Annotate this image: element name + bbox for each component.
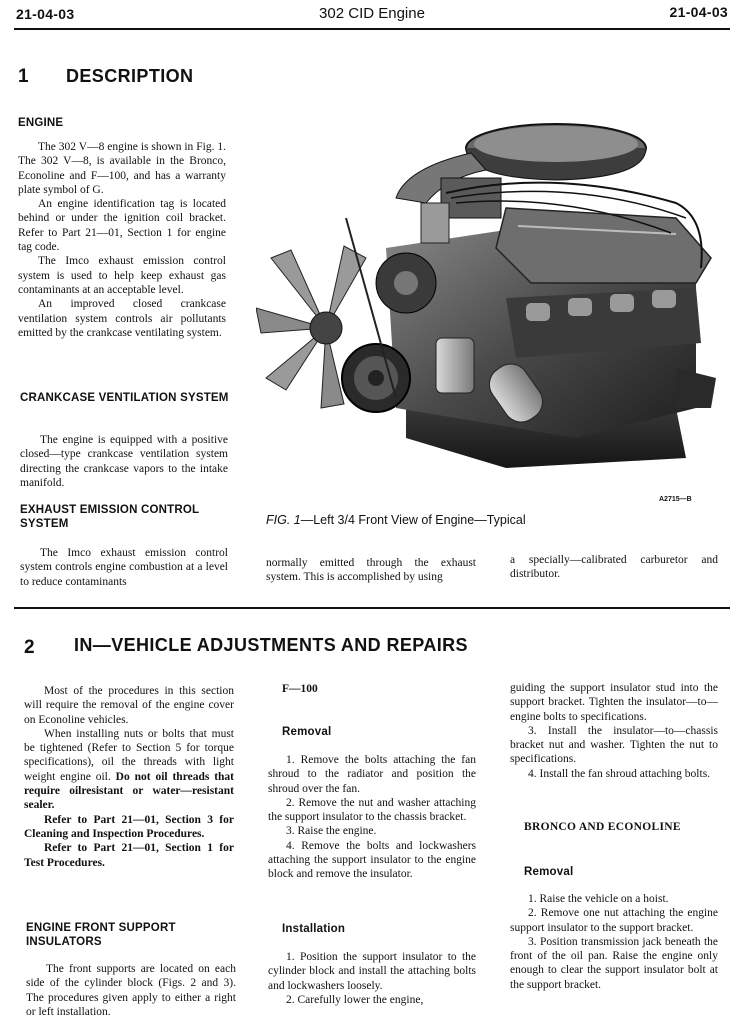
f100-removal-step-3: 3. Raise the engine. bbox=[286, 825, 377, 838]
intro-paragraph-2-bold: Do not oil threads that require oilresistant or water—resistant sealer. bbox=[24, 770, 235, 812]
exhaust-paragraph-part-1: The Imco exhaust emission control system controls engine combustion at a level to reduce contaminants bbox=[20, 547, 228, 588]
crankcase-text bbox=[20, 433, 228, 490]
insulators-paragraph: The front supports are located on each side of the cylinder block (Figs. 2 and 3). The procedures given apply to either a right or left installation. bbox=[26, 963, 236, 1018]
bronco-step-1: 1. Raise the vehicle on a hoist. bbox=[528, 893, 669, 905]
intro-paragraph-2 bbox=[24, 727, 234, 813]
f100-removal-heading: Removal bbox=[282, 726, 332, 738]
crankcase-heading: CRANKCASE VENTILATION SYSTEM bbox=[20, 392, 229, 404]
figure-caption-text: —Left 3/4 Front View of Engine—Typical bbox=[300, 513, 526, 527]
f100-removal-step-4: 4. Remove the bolts and lockwashers attaching the support insulator to the engine block and remove the insulator. bbox=[268, 839, 476, 881]
header-rule bbox=[14, 28, 730, 30]
f100-installation-steps bbox=[268, 950, 476, 1007]
figure-label: FIG. 1 bbox=[266, 513, 301, 527]
install-step-4: 4. Install the fan shroud attaching bolts. bbox=[528, 767, 711, 780]
f100-install-step-1: 1. Position the support insulator to the cylinder block and install the attaching bolts and lockwashers loosely. bbox=[268, 951, 476, 992]
engine-paragraph-4: An improved closed crankcase ventilation system controls air pollutants emitted by the crankcase ventilating system. bbox=[18, 298, 226, 339]
intro-paragraph-2-text: When installing nuts or bolts that must be tightened (Refer to Section 5 for torque specifications), oil the threads with light weight engine oil. bbox=[24, 727, 234, 783]
install-continuation: guiding the support insulator stud into the support bracket. Tighten the insulator—to—engine bolts to specifications. bbox=[510, 682, 718, 723]
engine-heading: ENGINE bbox=[18, 117, 64, 129]
figure-caption bbox=[266, 513, 526, 527]
running-title: 302 CID Engine bbox=[319, 5, 425, 22]
engine-paragraph-3: The Imco exhaust emission control system is used to help keep exhaust gas contaminants at an acceptable level. bbox=[18, 255, 226, 296]
section-2-title: IN—VEHICLE ADJUSTMENTS AND REPAIRS bbox=[74, 635, 468, 655]
bronco-step-2: 2. Remove one nut attaching the engine support insulator to the support bracket. bbox=[510, 907, 718, 934]
intro-paragraph-1: Most of the procedures in this section will require the removal of the engine cover on Econoline vehicles. bbox=[24, 685, 234, 726]
exhaust-text-col2 bbox=[266, 556, 476, 585]
insulators-heading: ENGINE FRONT SUPPORT INSULATORS bbox=[26, 922, 176, 948]
page-number-right: 21-04-03 bbox=[669, 4, 728, 20]
exhaust-heading: EXHAUST EMISSION CONTROL SYSTEM bbox=[20, 504, 200, 530]
intro-paragraph-3: Refer to Part 21—01, Section 3 for Cleaning and Inspection Procedures. bbox=[24, 813, 234, 840]
engine-paragraph-1: The 302 V—8 engine is shown in Fig. 1. The 302 V—8, is available in the Bronco, Econoline and F—100, and has a warranty plate symbol of G. bbox=[18, 141, 226, 196]
f100-install-step-2: 2. Carefully lower the engine, bbox=[286, 993, 424, 1006]
section-2-col-1 bbox=[24, 684, 234, 870]
page-number-left: 21-04-03 bbox=[16, 6, 75, 22]
section-rule bbox=[14, 607, 730, 609]
bronco-removal-steps bbox=[510, 892, 718, 992]
crankcase-paragraph: The engine is equipped with a positive closed—type crankcase ventilation system directing the crankcase vapors to the intake manifold. bbox=[20, 434, 228, 489]
exhaust-text-col3 bbox=[510, 553, 718, 582]
f100-removal-steps bbox=[268, 753, 476, 882]
exhaust-text-col1 bbox=[20, 546, 228, 589]
exhaust-paragraph-part-2: normally emitted through the exhaust system. This is accomplished by using bbox=[266, 557, 476, 584]
f100-heading: F—100 bbox=[282, 683, 318, 695]
section-1-number: 1 bbox=[18, 66, 29, 87]
section-1-title: DESCRIPTION bbox=[66, 66, 194, 86]
figure-code: A2715—B bbox=[659, 496, 692, 503]
engine-text bbox=[18, 140, 226, 340]
engine-paragraph-2: An engine identification tag is located behind or under the ignition coil bracket. Refer to Part 21—01, Section 1 for engine tag code. bbox=[18, 198, 226, 254]
bronco-econoline-heading: BRONCO AND ECONOLINE bbox=[524, 821, 681, 833]
bronco-removal-heading: Removal bbox=[524, 866, 574, 878]
section-2-number: 2 bbox=[24, 637, 35, 658]
engine-figure bbox=[256, 108, 726, 488]
f100-removal-step-1: 1. Remove the bolts attaching the fan shroud to the radiator and position the shroud over the fan. bbox=[268, 754, 476, 795]
f100-removal-step-2: 2. Remove the nut and washer attaching the support insulator to the chassis bracket. bbox=[268, 796, 476, 824]
section-2-col-3 bbox=[510, 681, 718, 781]
f100-installation-heading: Installation bbox=[282, 923, 346, 935]
install-step-3: 3. Install the insulator—to—chassis bracket nut and washer. Tighten the nut to specifications. bbox=[510, 724, 718, 766]
intro-paragraph-4: Refer to Part 21—01, Section 1 for Test Procedures. bbox=[24, 842, 234, 869]
insulators-text bbox=[26, 962, 236, 1019]
exhaust-paragraph-part-3: a specially—calibrated carburetor and distributor. bbox=[510, 554, 718, 581]
bronco-step-3: 3. Position transmission jack beneath the front of the oil pan. Raise the engine only enough to clear the support insulator bolt at the support bracket. bbox=[510, 935, 718, 991]
